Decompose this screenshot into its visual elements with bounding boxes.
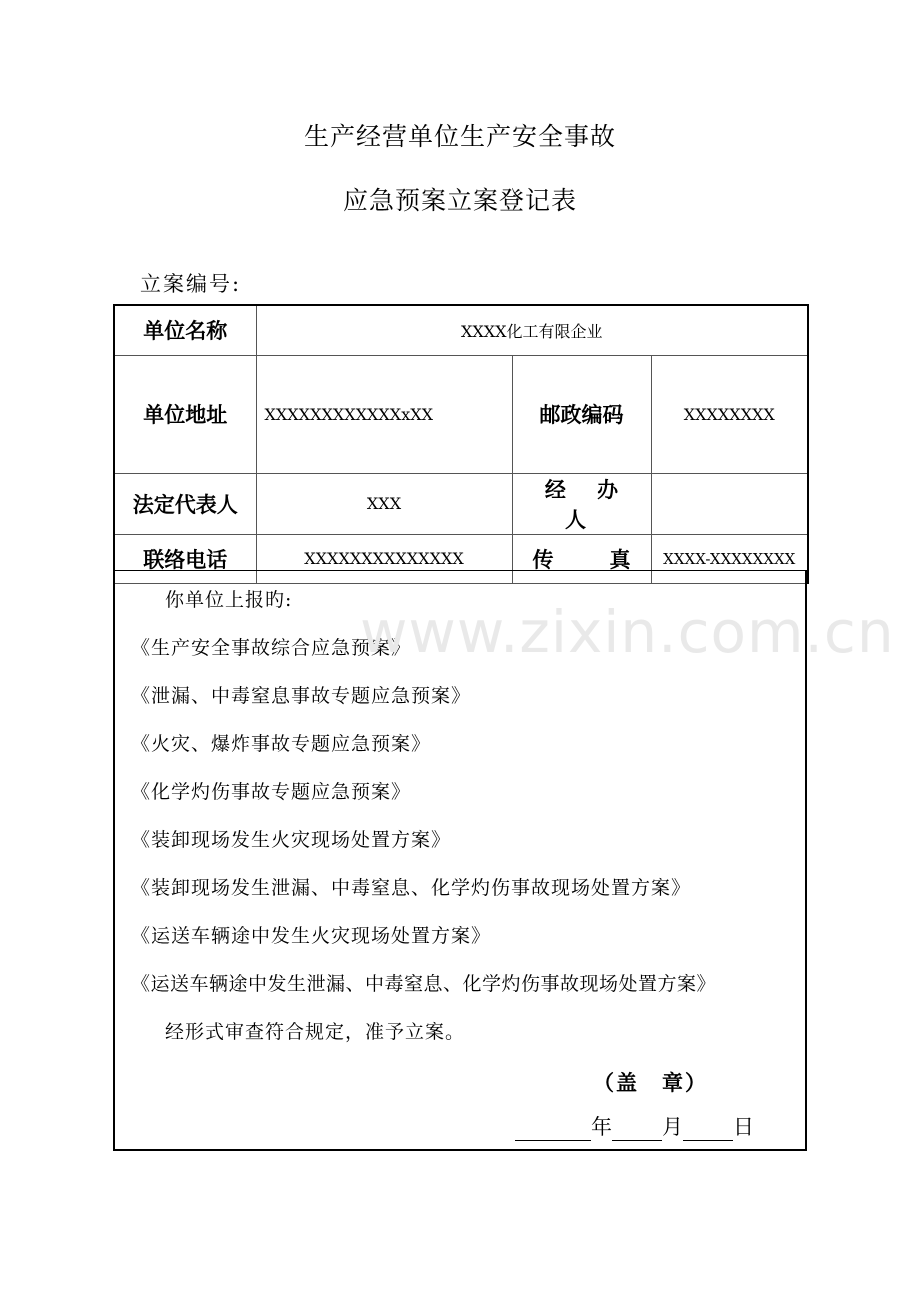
month-blank: [612, 1118, 662, 1141]
row-address: [114, 355, 808, 473]
filing-number-label: 立案编号:: [140, 272, 242, 296]
document-title-line2: 应急预案立案登记表: [342, 186, 577, 215]
unit-name-label: 单位名称: [114, 305, 256, 355]
handler-label: [512, 473, 651, 534]
postcode-value: XXXXXXXX: [651, 355, 808, 473]
fax-label-right: 真: [609, 547, 631, 572]
address-label: 单位地址: [114, 355, 256, 473]
plan-item-2: 《泄漏、中毒窒息事故专题应急预案》: [131, 685, 472, 707]
legal-rep-label: 法定代表人: [114, 473, 256, 534]
fax-value: XXXX-XXXXXXXX: [651, 534, 808, 583]
plan-item-5: 《装卸现场发生火灾现场处置方案》: [131, 829, 452, 851]
fax-label-left: 传: [532, 547, 554, 572]
plan-item-6: 《装卸现场发生泄漏、中毒窒息、化学灼伤事故现场处置方案》: [131, 877, 692, 899]
registration-form-table: [113, 304, 809, 584]
intro-text: 你单位上报旳:: [165, 589, 293, 611]
plan-item-7: 《运送车辆途中发生火灾现场处置方案》: [131, 925, 492, 947]
year-blank: [515, 1118, 591, 1141]
plan-item-3: 《火灾、爆炸事故专题应急预案》: [131, 733, 432, 755]
phone-value: XXXXXXXXXXXXXX: [256, 534, 512, 583]
year-label: 年: [591, 1115, 612, 1139]
plan-item-8: 《运送车辆途中发生泄漏、中毒窒息、化学灼伤事故现场处置方案》: [131, 973, 717, 995]
postcode-label: 邮政编码: [512, 355, 651, 473]
row-unit-name: [114, 305, 808, 355]
conclusion-text: 经形式审查符合规定，准予立案。: [165, 1021, 466, 1043]
day-blank: [683, 1118, 733, 1141]
unit-name-value: XXXX化工有限企业: [256, 305, 808, 355]
handler-label-text: 经 办 人: [544, 477, 631, 532]
handler-value: [651, 473, 808, 534]
watermark: www.zixin.com.cn: [360, 598, 895, 666]
date-line: [515, 1111, 754, 1141]
plan-item-1: 《生产安全事故综合应急预案》: [131, 637, 412, 659]
plan-item-4: 《化学灼伤事故专题应急预案》: [131, 781, 412, 803]
legal-rep-value: XXX: [256, 473, 512, 534]
month-label: 月: [662, 1115, 683, 1139]
address-value: XXXXXXXXXXXXxXX: [256, 355, 512, 473]
phone-label: 联络电话: [114, 534, 256, 583]
document-title-line1: 生产经营单位生产安全事故: [303, 122, 616, 151]
row-legal-rep: [114, 473, 808, 534]
day-label: 日: [733, 1115, 754, 1139]
seal-placeholder: （盖 章）: [593, 1071, 708, 1095]
